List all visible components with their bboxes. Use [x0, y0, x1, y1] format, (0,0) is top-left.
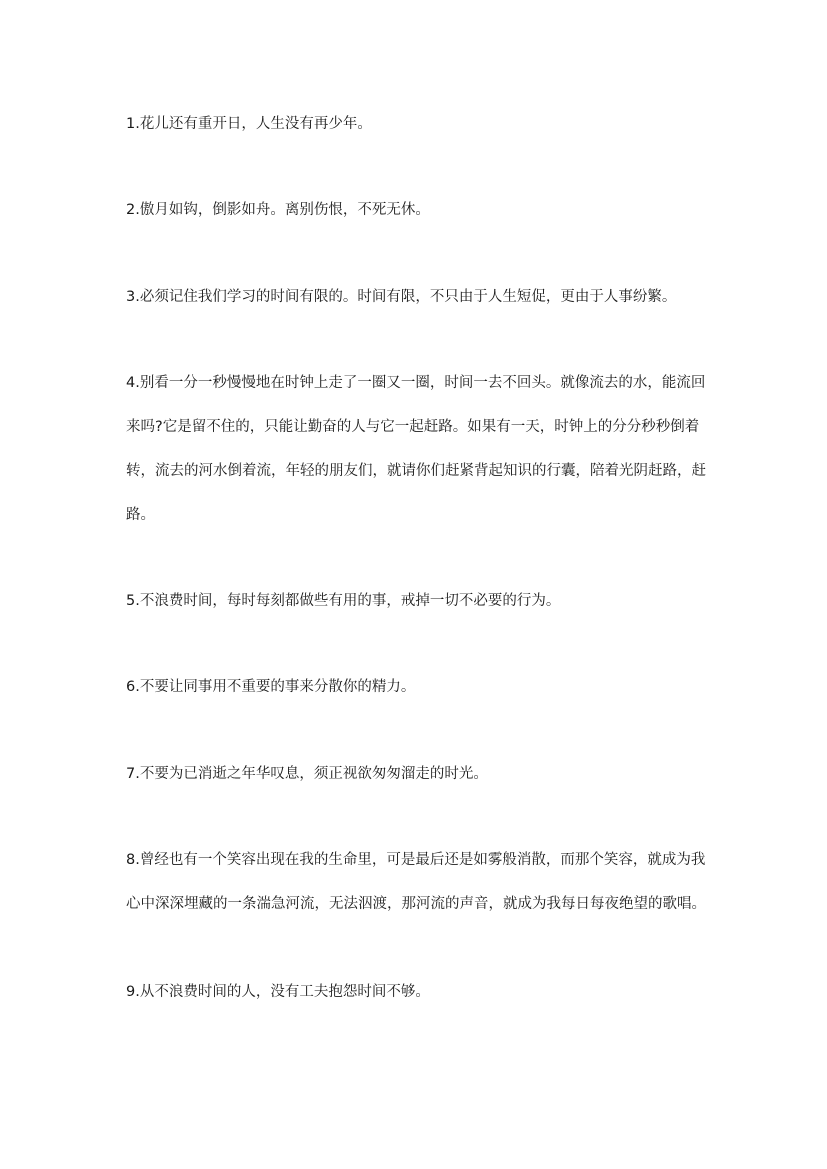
- paragraph-2: 2.傲月如钩，倒影如舟。离别伤恨，不死无休。: [126, 202, 430, 218]
- paragraph-9: 9.从不浪费时间的人，没有工夫抱怨时间不够。: [126, 984, 430, 1000]
- paragraph-5: 5.不浪费时间，每时每刻都做些有用的事，戒掉一切不必要的行为。: [126, 593, 561, 609]
- paragraph-7: 7.不要为已消逝之年华叹息，须正视欲匆匆溜走的时光。: [126, 766, 488, 782]
- paragraph-4: 4.别看一分一秒慢慢地在时钟上走了一圈又一圈，时间一去不回头。就像流去的水，能流回来吗?它是留不住的，只能让勤奋的人与它一起赶路。如果有一天，时钟上的分分秒秒倒着转，流去的河水倒着流，年轻的朋友们，就请你们赶紧背起知识的行囊，陪着光阴赶路，赶路。: [126, 375, 706, 523]
- paragraph-3: 3.必须记住我们学习的时间有限的。时间有限，不只由于人生短促，更由于人事纷繁。: [126, 289, 677, 305]
- paragraph-6: 6.不要让同事用不重要的事来分散你的精力。: [126, 679, 416, 695]
- paragraph-1: 1.花儿还有重开日，人生没有再少年。: [126, 116, 372, 132]
- paragraph-8: 8.曾经也有一个笑容出现在我的生命里，可是最后还是如雾般消散，而那个笑容，就成为我心中深深埋藏的一条湍急河流，无法泅渡，那河流的声音，就成为我每日每夜绝望的歌唱。: [126, 852, 706, 912]
